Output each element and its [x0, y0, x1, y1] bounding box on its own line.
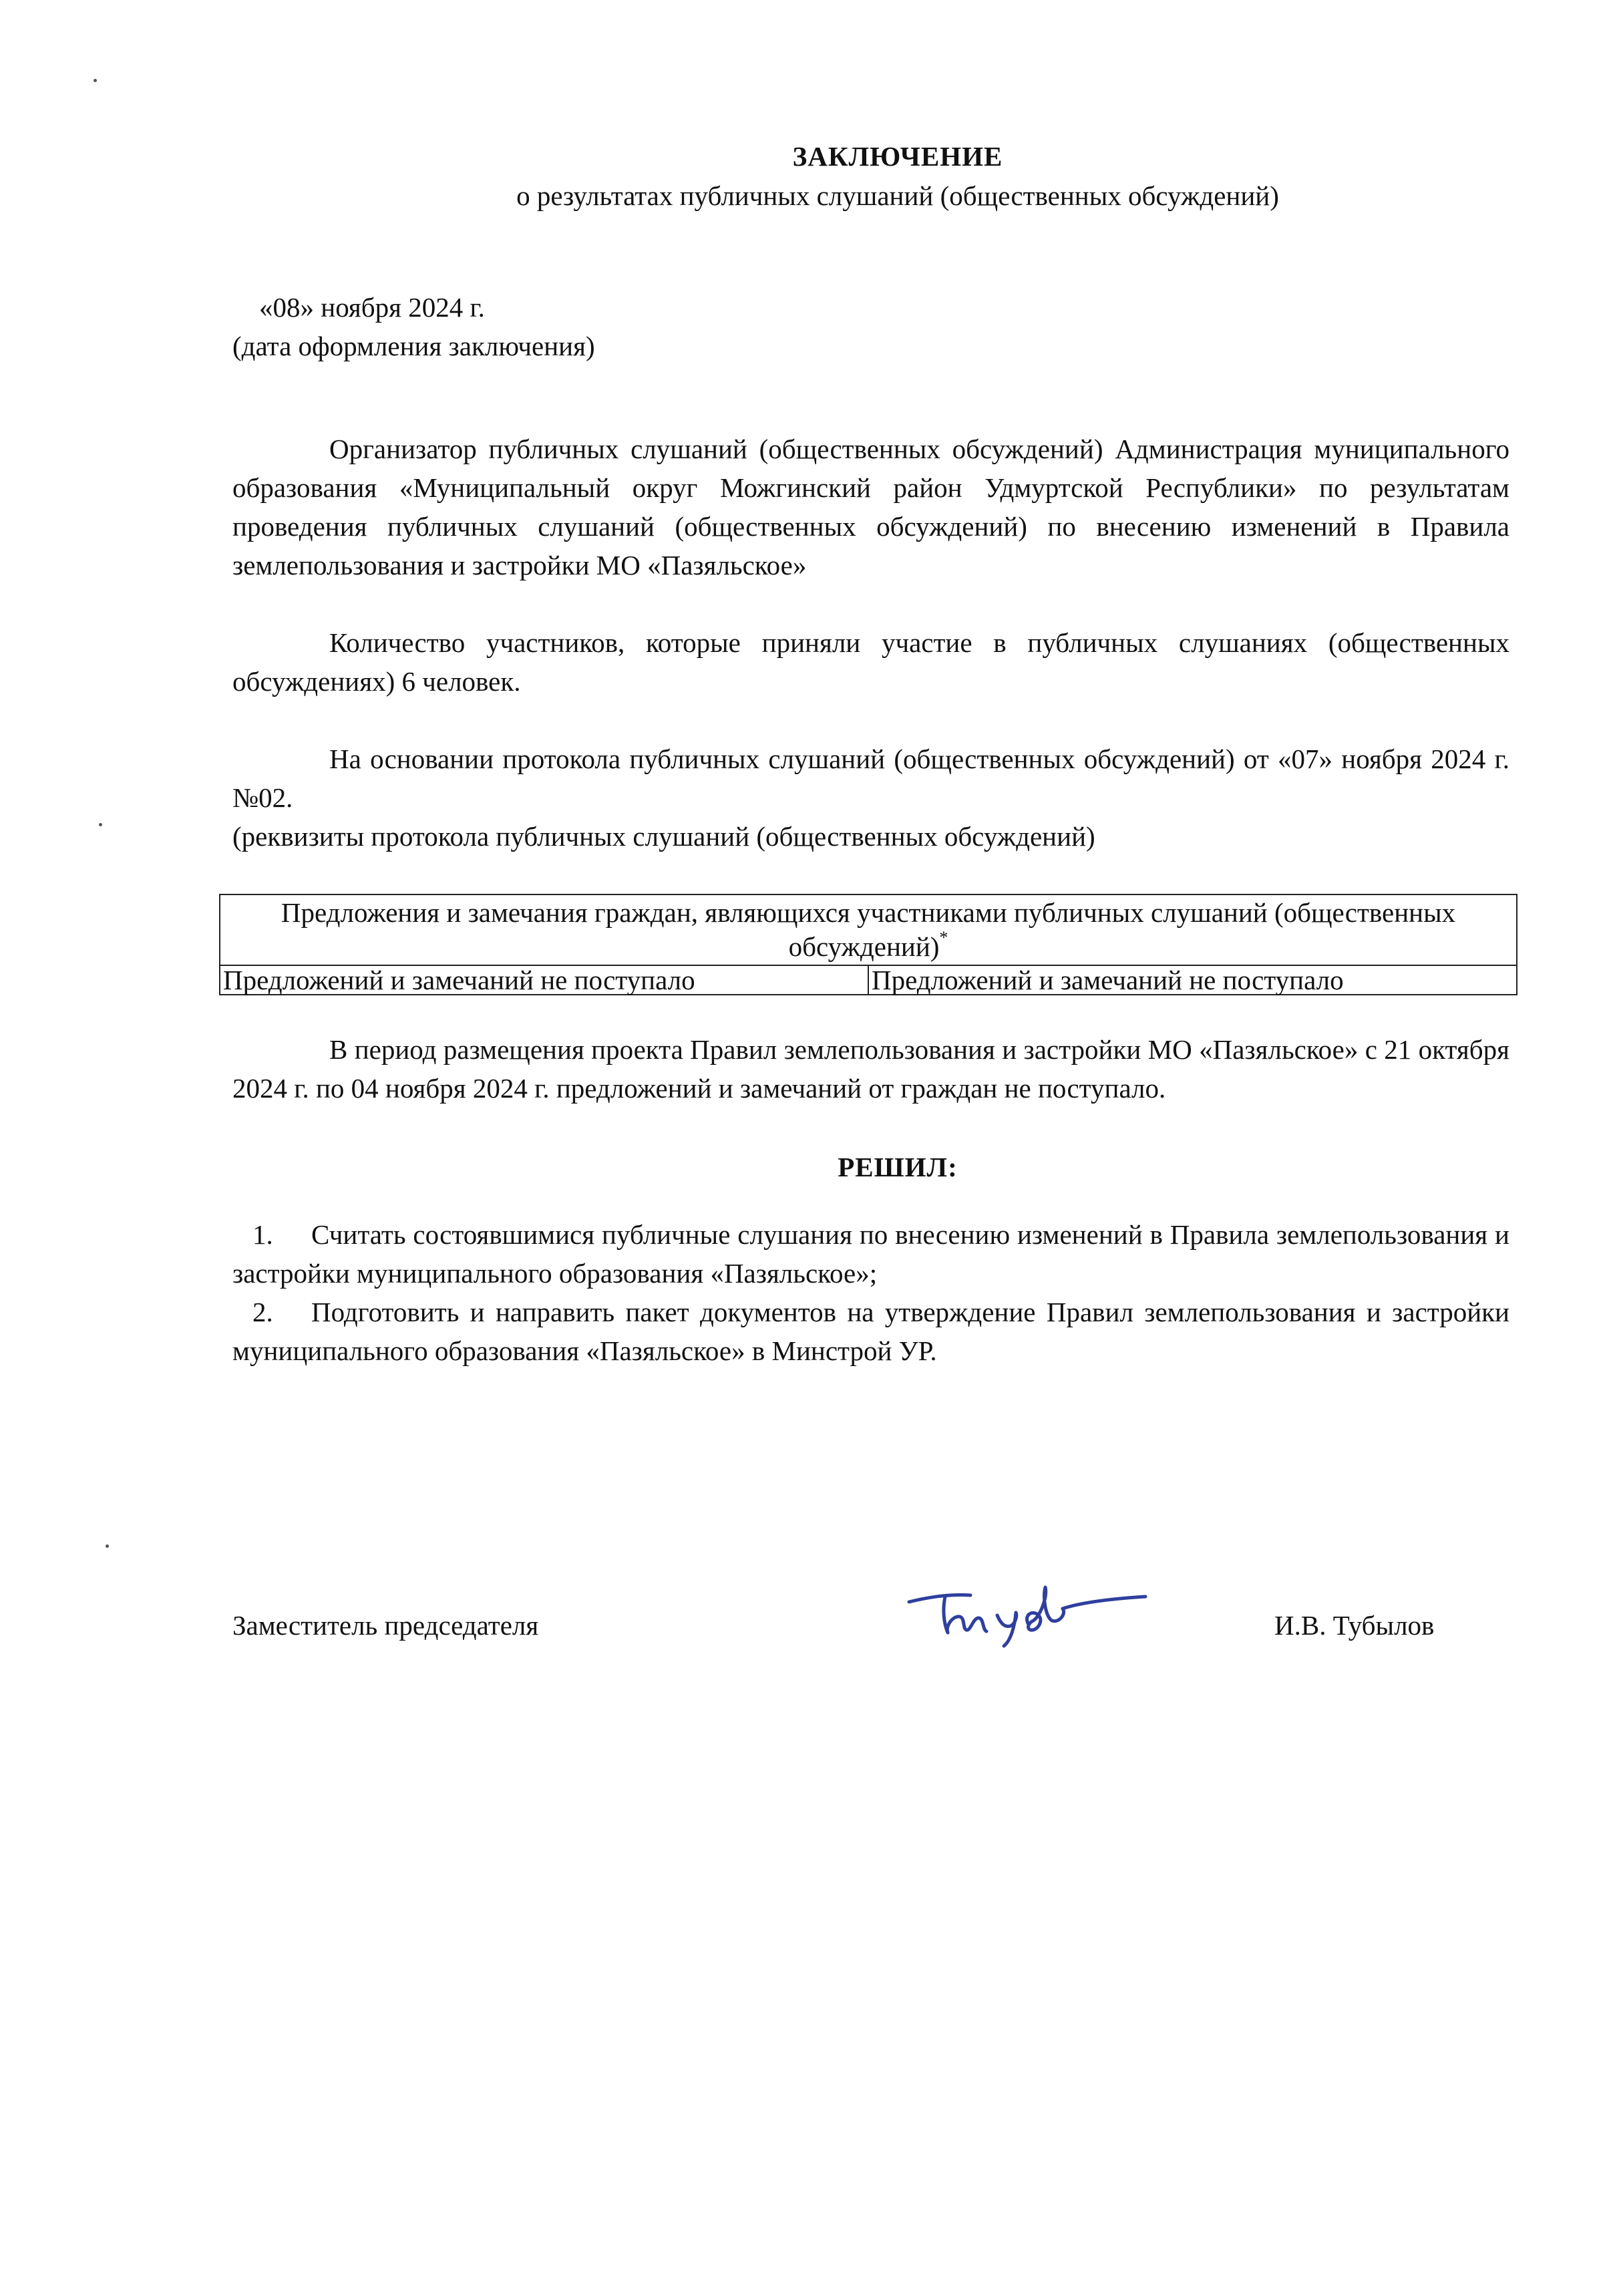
- signatory-name: И.В. Тубылов: [1274, 1610, 1435, 1641]
- date-caption: (дата оформления заключения): [232, 331, 595, 361]
- signatory-role: Заместитель председателя: [232, 1610, 539, 1641]
- list-item-number: 2.: [252, 1297, 273, 1327]
- decision-heading: РЕШИЛ:: [838, 1152, 958, 1182]
- list-item-number: 1.: [252, 1219, 273, 1250]
- document-title: ЗАКЛЮЧЕНИЕ: [792, 141, 1003, 172]
- document-date: «08» ноября 2024 г.: [259, 292, 485, 323]
- handwritten-signature: [904, 1577, 1151, 1650]
- scan-speck: [106, 1544, 109, 1548]
- list-item: [232, 1293, 1509, 1370]
- table-cell: Предложений и замечаний не поступало: [868, 965, 1517, 995]
- period-paragraph: В период размещения проекта Правил землепользования и застройки МО «Пазяльское» с 21 октября 2024 г. по 04 ноября 2024 г. предложений и замечаний от граждан не поступало.: [232, 1034, 1509, 1104]
- table-row: [220, 965, 1517, 995]
- table-header-text: Предложения и замечания граждан, являющихся участниками публичных слушаний (общественных обсуждений): [281, 897, 1456, 962]
- date-block: [232, 288, 1509, 365]
- protocol-caption: (реквизиты протокола публичных слушаний (общественных обсуждений): [232, 821, 1095, 852]
- participants-paragraph: Количество участников, которые приняли участие в публичных слушаниях (общественных обсуждениях) 6 человек.: [232, 627, 1509, 697]
- document-subtitle: о результатах публичных слушаний (общественных обсуждений): [516, 180, 1279, 211]
- organizer-paragraph: Организатор публичных слушаний (общественных обсуждений) Администрация муниципального образования «Муниципальный округ Можгинский район Удмуртской Республики» по результатам проведения публичных слушаний (общественных обсуждений) по внесению изменений в Правила землепользования и застройки МО «Пазяльское»: [232, 434, 1509, 581]
- table-cell: Предложений и замечаний не поступало: [220, 965, 868, 995]
- decision-list: [232, 1215, 1509, 1370]
- protocol-paragraph: На основании протокола публичных слушаний (общественных обсуждений) от «07» ноября 2024 г. №02.: [232, 744, 1509, 813]
- document-body: [223, 137, 1509, 1370]
- signature-row: [232, 1577, 1509, 1670]
- proposals-table: [219, 894, 1517, 995]
- footnote-mark: *: [939, 928, 948, 948]
- table-header-row: [220, 894, 1517, 965]
- list-item: [232, 1215, 1509, 1293]
- scan-speck: [99, 823, 102, 826]
- table-header-cell: [220, 894, 1517, 965]
- list-item-text: Подготовить и направить пакет документов на утверждение Правил землепользования и застройки муниципального образования «Пазяльское» в Минстрой УР.: [232, 1297, 1509, 1366]
- scan-speck: [94, 79, 97, 82]
- list-item-text: Считать состоявшимися публичные слушания по внесению изменений в Правила землепользования и застройки муниципального образования «Пазяльское»;: [232, 1219, 1509, 1289]
